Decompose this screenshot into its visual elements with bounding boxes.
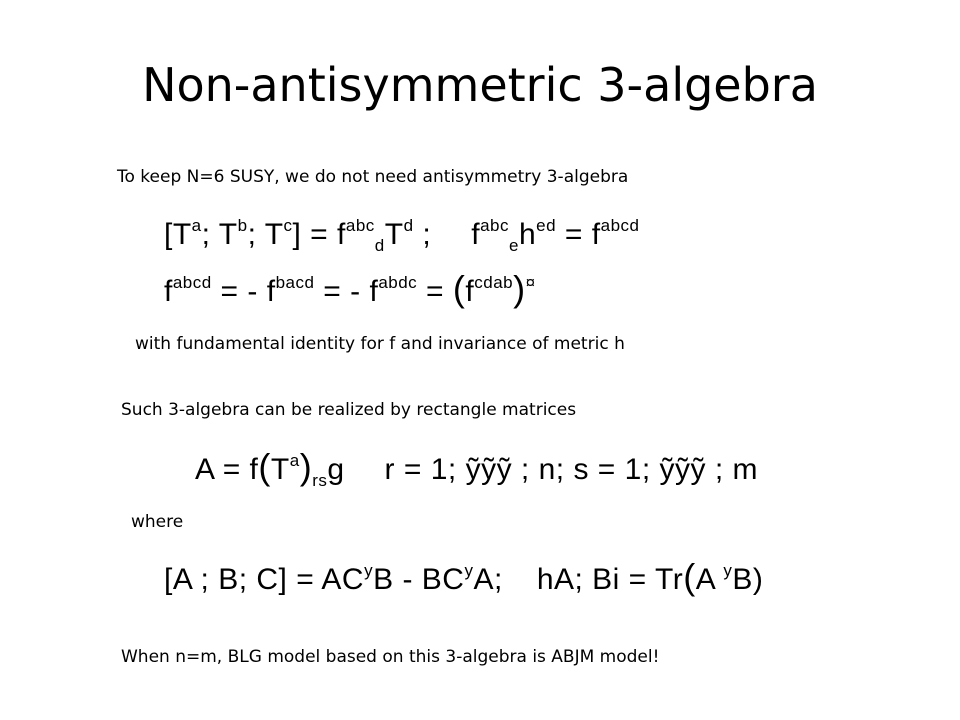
equation-matrix-realization (195, 446, 758, 488)
eq3-sup: a (289, 451, 300, 470)
eq2-part: f (164, 275, 173, 308)
eq2-sup: bacd (275, 273, 315, 292)
eq2-part: ( (452, 268, 466, 309)
eq1-part: T (384, 218, 404, 251)
equation-symmetry (164, 268, 536, 310)
eq1-sub: d (374, 236, 385, 255)
eq2-sup: abcd (172, 273, 212, 292)
eq4-part: hA; Bi = Tr (536, 563, 684, 596)
eq2-sup: abdc (378, 273, 418, 292)
eq4-part: A (695, 563, 724, 596)
eq1-sup: abcd (600, 216, 640, 235)
eq3-sub: rs (312, 471, 328, 490)
eq1-part: ] = f (292, 218, 346, 251)
eq2-part: = - f (314, 275, 379, 308)
eq4-sup: y (364, 561, 374, 580)
eq2-part: = - f (211, 275, 276, 308)
eq4-part: B) (732, 563, 764, 596)
intro-text: To keep N=6 SUSY, we do not need antisymmetry 3-algebra (117, 167, 629, 187)
eq4-sup: y (464, 561, 474, 580)
identity-text: with fundamental identity for f and invariance of metric h (135, 334, 625, 354)
eq4-part: B - BC (373, 563, 465, 596)
eq2-sup: cdab (474, 273, 514, 292)
eq1-sup: d (403, 216, 414, 235)
slide-title: Non-antisymmetric 3-algebra (142, 58, 818, 112)
realized-text: Such 3-algebra can be realized by rectangle matrices (121, 400, 577, 420)
eq2-part: ) (513, 268, 526, 309)
eq1-sup: c (283, 216, 293, 235)
eq3-part: ) (299, 446, 313, 487)
eq1-part: h (518, 218, 537, 251)
eq3-part: g (327, 453, 345, 486)
equation-matrix-bracket (164, 556, 763, 598)
eq1-sup: ed (536, 216, 557, 235)
eq3-part: T (270, 453, 290, 486)
eq1-sup: abc (480, 216, 509, 235)
eq4-part: [A ; B; C] = AC (164, 563, 365, 596)
eq3-part: r = 1; ỹỹỹ ; n; s = 1; ỹỹỹ ; m (384, 453, 758, 486)
equation-triple-product (164, 216, 640, 255)
eq1-part: [T (164, 218, 192, 251)
eq4-part: ( (683, 556, 696, 597)
eq1-sup: abc (345, 216, 375, 235)
eq4-part: A; (473, 563, 503, 596)
eq2-part: f (465, 275, 475, 308)
eq1-part: ; T (247, 218, 284, 251)
eq3-part: ( (258, 446, 271, 487)
eq1-part: ; (413, 218, 432, 251)
eq1-part: = f (556, 218, 601, 251)
eq2-part: = (417, 275, 453, 308)
where-text: where (131, 512, 184, 532)
eq2-sup: ¤ (525, 273, 536, 292)
eq1-sup: b (237, 216, 248, 235)
eq1-sub: e (509, 236, 519, 255)
conclusion-text: When n=m, BLG model based on this 3-algebra is ABJM model! (121, 647, 660, 667)
eq1-part: ; T (201, 218, 238, 251)
eq4-sup: y (723, 561, 733, 580)
eq1-part: f (471, 218, 481, 251)
eq3-part: A = f (195, 453, 259, 486)
eq1-sup: a (191, 216, 202, 235)
